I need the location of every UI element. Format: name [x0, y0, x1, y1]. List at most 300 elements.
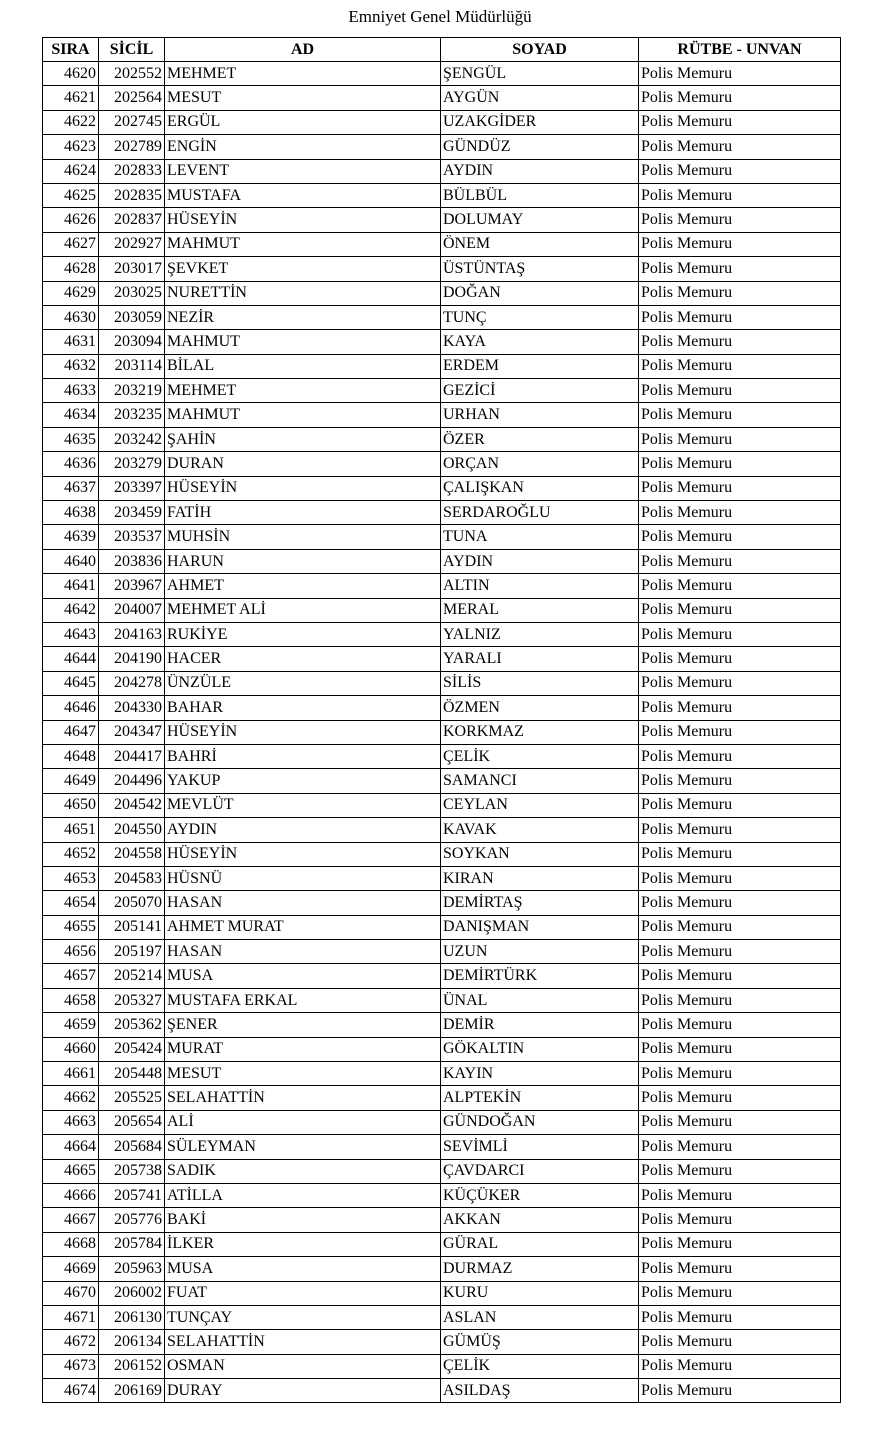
cell-ad: LEVENT — [165, 159, 441, 183]
cell-sicil: 202564 — [99, 86, 165, 110]
table-row — [43, 183, 841, 207]
cell-ad: HASAN — [165, 940, 441, 964]
cell-sira: 4671 — [43, 1305, 99, 1329]
cell-ad: BAHAR — [165, 696, 441, 720]
cell-soyad: AKKAN — [441, 1208, 639, 1232]
personnel-table — [42, 37, 841, 1403]
cell-rutbe-unvan: Polis Memuru — [639, 1305, 841, 1329]
table-row — [43, 1037, 841, 1061]
cell-rutbe-unvan: Polis Memuru — [639, 1354, 841, 1378]
cell-sicil: 205684 — [99, 1135, 165, 1159]
cell-rutbe-unvan: Polis Memuru — [639, 257, 841, 281]
cell-sira: 4666 — [43, 1183, 99, 1207]
cell-soyad: ÇELİK — [441, 1354, 639, 1378]
cell-ad: MEVLÜT — [165, 793, 441, 817]
cell-sicil: 204190 — [99, 647, 165, 671]
table-row — [43, 622, 841, 646]
cell-sira: 4660 — [43, 1037, 99, 1061]
cell-soyad: DOĞAN — [441, 281, 639, 305]
cell-ad: AHMET MURAT — [165, 915, 441, 939]
cell-rutbe-unvan: Polis Memuru — [639, 720, 841, 744]
cell-ad: MAHMUT — [165, 232, 441, 256]
cell-ad: FATİH — [165, 501, 441, 525]
cell-sira: 4669 — [43, 1257, 99, 1281]
cell-soyad: SİLİS — [441, 671, 639, 695]
cell-ad: HÜSNÜ — [165, 866, 441, 890]
cell-soyad: GEZİCİ — [441, 379, 639, 403]
cell-sira: 4624 — [43, 159, 99, 183]
page-title: Emniyet Genel Müdürlüğü — [348, 7, 532, 26]
cell-sicil: 202789 — [99, 135, 165, 159]
cell-ad: ENGİN — [165, 135, 441, 159]
cell-sira: 4667 — [43, 1208, 99, 1232]
cell-sicil: 204417 — [99, 744, 165, 768]
cell-rutbe-unvan: Polis Memuru — [639, 964, 841, 988]
cell-sicil: 202835 — [99, 183, 165, 207]
cell-sira: 4625 — [43, 183, 99, 207]
table-row — [43, 647, 841, 671]
cell-ad: İLKER — [165, 1232, 441, 1256]
cell-soyad: KIRAN — [441, 866, 639, 890]
table-row — [43, 891, 841, 915]
cell-ad: HÜSEYİN — [165, 720, 441, 744]
cell-sicil: 203537 — [99, 525, 165, 549]
cell-sicil: 205327 — [99, 988, 165, 1012]
cell-rutbe-unvan: Polis Memuru — [639, 744, 841, 768]
table-row — [43, 988, 841, 1012]
table-row — [43, 1330, 841, 1354]
cell-rutbe-unvan: Polis Memuru — [639, 62, 841, 86]
cell-soyad: GÜNDÜZ — [441, 135, 639, 159]
cell-ad: MESUT — [165, 1062, 441, 1086]
table-row — [43, 208, 841, 232]
cell-sicil: 204278 — [99, 671, 165, 695]
cell-sira: 4635 — [43, 427, 99, 451]
cell-ad: ŞEVKET — [165, 257, 441, 281]
cell-ad: SELAHATTİN — [165, 1330, 441, 1354]
cell-soyad: ÖNEM — [441, 232, 639, 256]
table-row — [43, 379, 841, 403]
cell-soyad: UZAKGİDER — [441, 110, 639, 134]
cell-ad: HARUN — [165, 549, 441, 573]
table-row — [43, 598, 841, 622]
cell-sira: 4659 — [43, 1013, 99, 1037]
table-row — [43, 1208, 841, 1232]
table-row — [43, 1183, 841, 1207]
cell-rutbe-unvan: Polis Memuru — [639, 671, 841, 695]
cell-sira: 4652 — [43, 842, 99, 866]
cell-soyad: ÖZMEN — [441, 696, 639, 720]
cell-sicil: 202927 — [99, 232, 165, 256]
cell-sicil: 203397 — [99, 476, 165, 500]
table-row — [43, 866, 841, 890]
cell-rutbe-unvan: Polis Memuru — [639, 769, 841, 793]
cell-sira: 4657 — [43, 964, 99, 988]
cell-sicil: 203967 — [99, 574, 165, 598]
cell-rutbe-unvan: Polis Memuru — [639, 647, 841, 671]
cell-sira: 4674 — [43, 1379, 99, 1403]
table-row — [43, 744, 841, 768]
cell-sira: 4670 — [43, 1281, 99, 1305]
cell-soyad: KURU — [441, 1281, 639, 1305]
cell-ad: OSMAN — [165, 1354, 441, 1378]
cell-rutbe-unvan: Polis Memuru — [639, 379, 841, 403]
cell-sira: 4631 — [43, 330, 99, 354]
table-row — [43, 1354, 841, 1378]
cell-rutbe-unvan: Polis Memuru — [639, 476, 841, 500]
table-row — [43, 1305, 841, 1329]
table-row — [43, 159, 841, 183]
cell-sira: 4627 — [43, 232, 99, 256]
table-row — [43, 330, 841, 354]
table-row — [43, 257, 841, 281]
cell-sicil: 203025 — [99, 281, 165, 305]
cell-ad: ŞENER — [165, 1013, 441, 1037]
header-row — [43, 38, 841, 62]
cell-ad: HACER — [165, 647, 441, 671]
cell-sira: 4662 — [43, 1086, 99, 1110]
cell-rutbe-unvan: Polis Memuru — [639, 1208, 841, 1232]
cell-rutbe-unvan: Polis Memuru — [639, 354, 841, 378]
cell-sicil: 205738 — [99, 1159, 165, 1183]
cell-ad: DURAN — [165, 452, 441, 476]
cell-rutbe-unvan: Polis Memuru — [639, 1257, 841, 1281]
cell-rutbe-unvan: Polis Memuru — [639, 86, 841, 110]
cell-soyad: DEMİRTÜRK — [441, 964, 639, 988]
cell-soyad: DURMAZ — [441, 1257, 639, 1281]
column-header-soyad: SOYAD — [441, 38, 639, 62]
cell-sicil: 204550 — [99, 818, 165, 842]
cell-rutbe-unvan: Polis Memuru — [639, 1330, 841, 1354]
cell-soyad: ÇAVDARCI — [441, 1159, 639, 1183]
cell-sicil: 203059 — [99, 305, 165, 329]
cell-soyad: KAYA — [441, 330, 639, 354]
table-row — [43, 720, 841, 744]
cell-sira: 4622 — [43, 110, 99, 134]
cell-rutbe-unvan: Polis Memuru — [639, 208, 841, 232]
cell-ad: BAKİ — [165, 1208, 441, 1232]
cell-rutbe-unvan: Polis Memuru — [639, 1135, 841, 1159]
cell-soyad: UZUN — [441, 940, 639, 964]
cell-sira: 4641 — [43, 574, 99, 598]
table-row — [43, 1281, 841, 1305]
cell-sira: 4655 — [43, 915, 99, 939]
cell-soyad: YALNIZ — [441, 622, 639, 646]
cell-sicil: 205963 — [99, 1257, 165, 1281]
table-row — [43, 62, 841, 86]
table-row — [43, 964, 841, 988]
table-row — [43, 86, 841, 110]
cell-soyad: DOLUMAY — [441, 208, 639, 232]
cell-sira: 4637 — [43, 476, 99, 500]
cell-sicil: 203459 — [99, 501, 165, 525]
cell-sira: 4665 — [43, 1159, 99, 1183]
cell-ad: AHMET — [165, 574, 441, 598]
cell-rutbe-unvan: Polis Memuru — [639, 1281, 841, 1305]
cell-soyad: ÖZER — [441, 427, 639, 451]
cell-soyad: KAYIN — [441, 1062, 639, 1086]
cell-sicil: 205741 — [99, 1183, 165, 1207]
cell-rutbe-unvan: Polis Memuru — [639, 696, 841, 720]
cell-rutbe-unvan: Polis Memuru — [639, 866, 841, 890]
table-row — [43, 1232, 841, 1256]
cell-rutbe-unvan: Polis Memuru — [639, 549, 841, 573]
table-header — [43, 38, 841, 62]
cell-rutbe-unvan: Polis Memuru — [639, 1037, 841, 1061]
cell-rutbe-unvan: Polis Memuru — [639, 842, 841, 866]
cell-rutbe-unvan: Polis Memuru — [639, 232, 841, 256]
cell-sira: 4626 — [43, 208, 99, 232]
cell-soyad: ÇALIŞKAN — [441, 476, 639, 500]
cell-ad: NEZİR — [165, 305, 441, 329]
table-row — [43, 1135, 841, 1159]
cell-sicil: 204542 — [99, 793, 165, 817]
cell-rutbe-unvan: Polis Memuru — [639, 501, 841, 525]
cell-ad: MEHMET — [165, 62, 441, 86]
cell-sicil: 203219 — [99, 379, 165, 403]
table-body — [43, 62, 841, 1403]
cell-ad: YAKUP — [165, 769, 441, 793]
cell-soyad: DEMİR — [441, 1013, 639, 1037]
cell-ad: MEHMET — [165, 379, 441, 403]
cell-sicil: 203017 — [99, 257, 165, 281]
cell-soyad: YARALI — [441, 647, 639, 671]
cell-sira: 4656 — [43, 940, 99, 964]
cell-sicil: 206130 — [99, 1305, 165, 1329]
cell-sira: 4647 — [43, 720, 99, 744]
column-header-sira: SIRA — [43, 38, 99, 62]
cell-ad: AYDIN — [165, 818, 441, 842]
cell-sicil: 202745 — [99, 110, 165, 134]
table-row — [43, 1159, 841, 1183]
cell-soyad: ALPTEKİN — [441, 1086, 639, 1110]
cell-soyad: SAMANCI — [441, 769, 639, 793]
cell-sicil: 204347 — [99, 720, 165, 744]
cell-sicil: 205784 — [99, 1232, 165, 1256]
cell-ad: MURAT — [165, 1037, 441, 1061]
cell-sira: 4646 — [43, 696, 99, 720]
table-row — [43, 305, 841, 329]
cell-sira: 4623 — [43, 135, 99, 159]
cell-soyad: MERAL — [441, 598, 639, 622]
cell-sicil: 203279 — [99, 452, 165, 476]
cell-soyad: URHAN — [441, 403, 639, 427]
cell-soyad: ORÇAN — [441, 452, 639, 476]
cell-rutbe-unvan: Polis Memuru — [639, 891, 841, 915]
cell-sira: 4639 — [43, 525, 99, 549]
cell-sicil: 205141 — [99, 915, 165, 939]
cell-sicil: 203836 — [99, 549, 165, 573]
cell-rutbe-unvan: Polis Memuru — [639, 1159, 841, 1183]
cell-ad: MEHMET ALİ — [165, 598, 441, 622]
cell-sicil: 203094 — [99, 330, 165, 354]
table-row — [43, 793, 841, 817]
cell-ad: HASAN — [165, 891, 441, 915]
cell-sicil: 205214 — [99, 964, 165, 988]
cell-sicil: 203242 — [99, 427, 165, 451]
column-header-rutbe-unvan: RÜTBE - UNVAN — [639, 38, 841, 62]
cell-soyad: GÜNDOĞAN — [441, 1110, 639, 1134]
cell-rutbe-unvan: Polis Memuru — [639, 1183, 841, 1207]
cell-sicil: 205525 — [99, 1086, 165, 1110]
table-row — [43, 525, 841, 549]
cell-soyad: DEMİRTAŞ — [441, 891, 639, 915]
table-row — [43, 476, 841, 500]
cell-rutbe-unvan: Polis Memuru — [639, 1379, 841, 1403]
cell-sira: 4629 — [43, 281, 99, 305]
table-row — [43, 1062, 841, 1086]
cell-soyad: AYGÜN — [441, 86, 639, 110]
table-row — [43, 1013, 841, 1037]
table-row — [43, 110, 841, 134]
cell-rutbe-unvan: Polis Memuru — [639, 135, 841, 159]
cell-sicil: 206152 — [99, 1354, 165, 1378]
table-row — [43, 574, 841, 598]
cell-rutbe-unvan: Polis Memuru — [639, 818, 841, 842]
cell-sira: 4649 — [43, 769, 99, 793]
table-row — [43, 1110, 841, 1134]
cell-rutbe-unvan: Polis Memuru — [639, 915, 841, 939]
table-row — [43, 915, 841, 939]
cell-rutbe-unvan: Polis Memuru — [639, 159, 841, 183]
cell-soyad: ALTIN — [441, 574, 639, 598]
cell-soyad: GÜRAL — [441, 1232, 639, 1256]
cell-sicil: 205448 — [99, 1062, 165, 1086]
cell-soyad: ÜNAL — [441, 988, 639, 1012]
cell-rutbe-unvan: Polis Memuru — [639, 793, 841, 817]
cell-sicil: 206134 — [99, 1330, 165, 1354]
table-row — [43, 818, 841, 842]
table-row — [43, 842, 841, 866]
cell-sicil: 205362 — [99, 1013, 165, 1037]
cell-sicil: 204496 — [99, 769, 165, 793]
cell-sicil: 202833 — [99, 159, 165, 183]
cell-ad: ŞAHİN — [165, 427, 441, 451]
cell-soyad: AYDIN — [441, 159, 639, 183]
cell-ad: HÜSEYİN — [165, 842, 441, 866]
cell-rutbe-unvan: Polis Memuru — [639, 1232, 841, 1256]
cell-soyad: ÇELİK — [441, 744, 639, 768]
cell-soyad: ASILDAŞ — [441, 1379, 639, 1403]
cell-ad: NURETTİN — [165, 281, 441, 305]
cell-sira: 4654 — [43, 891, 99, 915]
cell-ad: BİLAL — [165, 354, 441, 378]
cell-ad: DURAY — [165, 1379, 441, 1403]
cell-ad: HÜSEYİN — [165, 476, 441, 500]
table-row — [43, 452, 841, 476]
cell-sira: 4636 — [43, 452, 99, 476]
table-row — [43, 549, 841, 573]
table-row — [43, 769, 841, 793]
cell-ad: SELAHATTİN — [165, 1086, 441, 1110]
cell-rutbe-unvan: Polis Memuru — [639, 1062, 841, 1086]
cell-soyad: ŞENGÜL — [441, 62, 639, 86]
cell-soyad: DANIŞMAN — [441, 915, 639, 939]
cell-rutbe-unvan: Polis Memuru — [639, 525, 841, 549]
cell-rutbe-unvan: Polis Memuru — [639, 598, 841, 622]
cell-ad: MUSA — [165, 964, 441, 988]
table-row — [43, 232, 841, 256]
cell-sira: 4653 — [43, 866, 99, 890]
column-header-sicil: SİCİL — [99, 38, 165, 62]
cell-sira: 4640 — [43, 549, 99, 573]
cell-sicil: 204330 — [99, 696, 165, 720]
cell-rutbe-unvan: Polis Memuru — [639, 183, 841, 207]
cell-ad: TUNÇAY — [165, 1305, 441, 1329]
cell-sicil: 205197 — [99, 940, 165, 964]
cell-ad: FUAT — [165, 1281, 441, 1305]
cell-rutbe-unvan: Polis Memuru — [639, 110, 841, 134]
cell-rutbe-unvan: Polis Memuru — [639, 1110, 841, 1134]
cell-ad: MAHMUT — [165, 330, 441, 354]
cell-sicil: 206169 — [99, 1379, 165, 1403]
cell-soyad: GÜMÜŞ — [441, 1330, 639, 1354]
table-row — [43, 135, 841, 159]
cell-sicil: 202837 — [99, 208, 165, 232]
cell-soyad: TUNÇ — [441, 305, 639, 329]
cell-ad: BAHRİ — [165, 744, 441, 768]
cell-soyad: GÖKALTIN — [441, 1037, 639, 1061]
cell-soyad: ÜSTÜNTAŞ — [441, 257, 639, 281]
cell-rutbe-unvan: Polis Memuru — [639, 452, 841, 476]
cell-soyad: KORKMAZ — [441, 720, 639, 744]
cell-ad: ATİLLA — [165, 1183, 441, 1207]
cell-sira: 4638 — [43, 501, 99, 525]
cell-ad: SÜLEYMAN — [165, 1135, 441, 1159]
cell-soyad: ERDEM — [441, 354, 639, 378]
cell-sira: 4663 — [43, 1110, 99, 1134]
cell-ad: MUHSİN — [165, 525, 441, 549]
cell-ad: MUSA — [165, 1257, 441, 1281]
cell-rutbe-unvan: Polis Memuru — [639, 940, 841, 964]
cell-soyad: AYDIN — [441, 549, 639, 573]
cell-sicil: 203114 — [99, 354, 165, 378]
cell-sira: 4650 — [43, 793, 99, 817]
cell-soyad: KÜÇÜKER — [441, 1183, 639, 1207]
cell-sicil: 202552 — [99, 62, 165, 86]
cell-sicil: 205776 — [99, 1208, 165, 1232]
cell-soyad: SEVİMLİ — [441, 1135, 639, 1159]
cell-sicil: 204558 — [99, 842, 165, 866]
cell-sicil: 203235 — [99, 403, 165, 427]
cell-sicil: 205654 — [99, 1110, 165, 1134]
cell-sicil: 204163 — [99, 622, 165, 646]
cell-ad: MUSTAFA ERKAL — [165, 988, 441, 1012]
cell-sira: 4658 — [43, 988, 99, 1012]
cell-rutbe-unvan: Polis Memuru — [639, 403, 841, 427]
cell-sicil: 204583 — [99, 866, 165, 890]
cell-sira: 4648 — [43, 744, 99, 768]
cell-sicil: 204007 — [99, 598, 165, 622]
cell-sicil: 205070 — [99, 891, 165, 915]
cell-rutbe-unvan: Polis Memuru — [639, 988, 841, 1012]
cell-sira: 4643 — [43, 622, 99, 646]
table-row — [43, 940, 841, 964]
table-row — [43, 501, 841, 525]
cell-sira: 4642 — [43, 598, 99, 622]
cell-sira: 4651 — [43, 818, 99, 842]
cell-ad: ERGÜL — [165, 110, 441, 134]
cell-sira: 4661 — [43, 1062, 99, 1086]
cell-sicil: 205424 — [99, 1037, 165, 1061]
cell-rutbe-unvan: Polis Memuru — [639, 281, 841, 305]
cell-soyad: ASLAN — [441, 1305, 639, 1329]
cell-sira: 4633 — [43, 379, 99, 403]
cell-rutbe-unvan: Polis Memuru — [639, 622, 841, 646]
cell-ad: SADIK — [165, 1159, 441, 1183]
table-row — [43, 403, 841, 427]
table-row — [43, 427, 841, 451]
